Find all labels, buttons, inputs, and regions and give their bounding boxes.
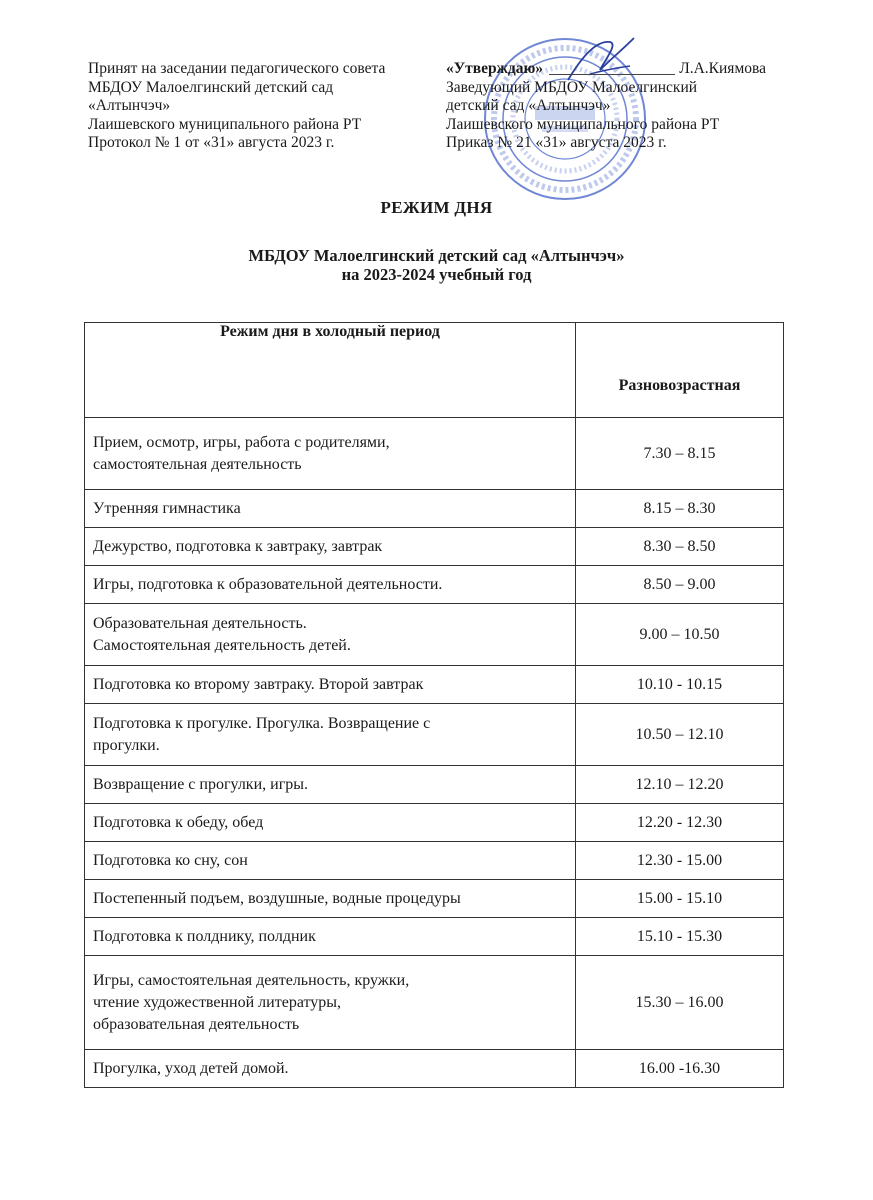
approve-label: «Утверждаю» (446, 60, 544, 77)
table-row (85, 604, 784, 666)
header-right-line: детский сад «Алтынчэч» (446, 97, 611, 114)
table-row (85, 880, 784, 918)
activity-cell (85, 418, 576, 490)
table-row (85, 418, 784, 490)
header-left-line: МБДОУ Малоелгинский детский сад (88, 78, 334, 96)
activity-cell (85, 842, 576, 880)
time-cell: 8.50 – 9.00 (576, 566, 784, 604)
activity-line: Игры, подготовка к образовательной деятельности. (93, 575, 443, 593)
activity-cell (85, 490, 576, 528)
activity-cell (85, 1050, 576, 1088)
activity-cell (85, 956, 576, 1050)
activity-cell (85, 918, 576, 956)
subtitle-line: на 2023-2024 учебный год (341, 265, 532, 284)
time-cell: 7.30 – 8.15 (576, 418, 784, 490)
activity-line: Игры, самостоятельная деятельность, кружки, (93, 971, 410, 989)
table-row (85, 704, 784, 766)
header-left-block (88, 60, 428, 153)
header-right-line: Заведующий МБДОУ Малоелгинский (446, 78, 698, 96)
time-cell: 15.30 – 16.00 (576, 956, 784, 1050)
schedule-table (84, 322, 784, 1088)
activity-line: чтение художественной литературы, (93, 993, 342, 1011)
table-header-row (85, 323, 784, 418)
subtitle-line: МБДОУ Малоелгинский детский сад «Алтынчэч» (248, 246, 625, 265)
time-cell: 15.00 - 15.10 (576, 880, 784, 918)
activity-line: Подготовка к обеду, обед (93, 813, 264, 831)
column-header-group: Разновозрастная (576, 323, 784, 418)
activity-cell (85, 766, 576, 804)
activity-line: Прием, осмотр, игры, работа с родителями, (93, 433, 390, 451)
time-cell: 10.50 – 12.10 (576, 704, 784, 766)
activity-line: образовательная деятельность (93, 1015, 300, 1033)
table-row (85, 490, 784, 528)
activity-cell (85, 804, 576, 842)
activity-line: Подготовка ко второму завтраку. Второй завтрак (93, 675, 424, 693)
activity-line: Утренняя гимнастика (93, 499, 241, 517)
table-row (85, 566, 784, 604)
activity-line: Самостоятельная деятельность детей. (93, 636, 351, 654)
approval-line (446, 60, 766, 79)
header-left-line: Принят на заседании педагогического совета (88, 60, 386, 77)
activity-line: Прогулка, уход детей домой. (93, 1059, 289, 1077)
time-cell: 15.10 - 15.30 (576, 918, 784, 956)
activity-line: Образовательная деятельность. (93, 614, 307, 632)
activity-line: Подготовка к полднику, полдник (93, 927, 316, 945)
table-row (85, 666, 784, 704)
time-cell: 12.20 - 12.30 (576, 804, 784, 842)
activity-line: Возвращение с прогулки, игры. (93, 775, 309, 793)
table-row (85, 528, 784, 566)
time-cell: 8.15 – 8.30 (576, 490, 784, 528)
signature-line (549, 60, 675, 75)
table-row (85, 804, 784, 842)
column-header-activity: Режим дня в холодный период (85, 323, 576, 418)
header-right-line: Приказ № 21 «31» августа 2023 г. (446, 134, 667, 151)
table-row (85, 842, 784, 880)
activity-cell (85, 880, 576, 918)
table-row (85, 1050, 784, 1088)
activity-line: Подготовка к прогулке. Прогулка. Возвращение с (93, 714, 431, 732)
time-cell: 12.10 – 12.20 (576, 766, 784, 804)
header-left-line: Лаишевского муниципального района РТ (88, 115, 362, 133)
table-row (85, 956, 784, 1050)
activity-line: самостоятельная деятельность (93, 455, 302, 473)
signatory-name: Л.А.Киямова (679, 60, 766, 77)
activity-cell (85, 566, 576, 604)
header-right-line: Лаишевского муниципального района РТ (446, 115, 720, 133)
header-right-block (446, 60, 766, 153)
header-left-line: «Алтынчэч» (88, 97, 171, 114)
time-cell: 8.30 – 8.50 (576, 528, 784, 566)
time-cell: 12.30 - 15.00 (576, 842, 784, 880)
table-row (85, 918, 784, 956)
activity-cell (85, 666, 576, 704)
activity-line: прогулки. (93, 736, 160, 754)
time-cell: 9.00 – 10.50 (576, 604, 784, 666)
header-left-line: Протокол № 1 от «31» августа 2023 г. (88, 134, 335, 151)
activity-line: Дежурство, подготовка к завтраку, завтрак (93, 537, 383, 555)
activity-cell (85, 528, 576, 566)
activity-line: Подготовка ко сну, сон (93, 851, 248, 869)
page-title: РЕЖИМ ДНЯ (380, 198, 493, 217)
activity-cell (85, 604, 576, 666)
time-cell: 10.10 - 10.15 (576, 666, 784, 704)
activity-line: Постепенный подъем, воздушные, водные процедуры (93, 889, 461, 907)
time-cell: 16.00 -16.30 (576, 1050, 784, 1088)
page-subtitle (0, 246, 873, 284)
activity-cell (85, 704, 576, 766)
table-row (85, 766, 784, 804)
